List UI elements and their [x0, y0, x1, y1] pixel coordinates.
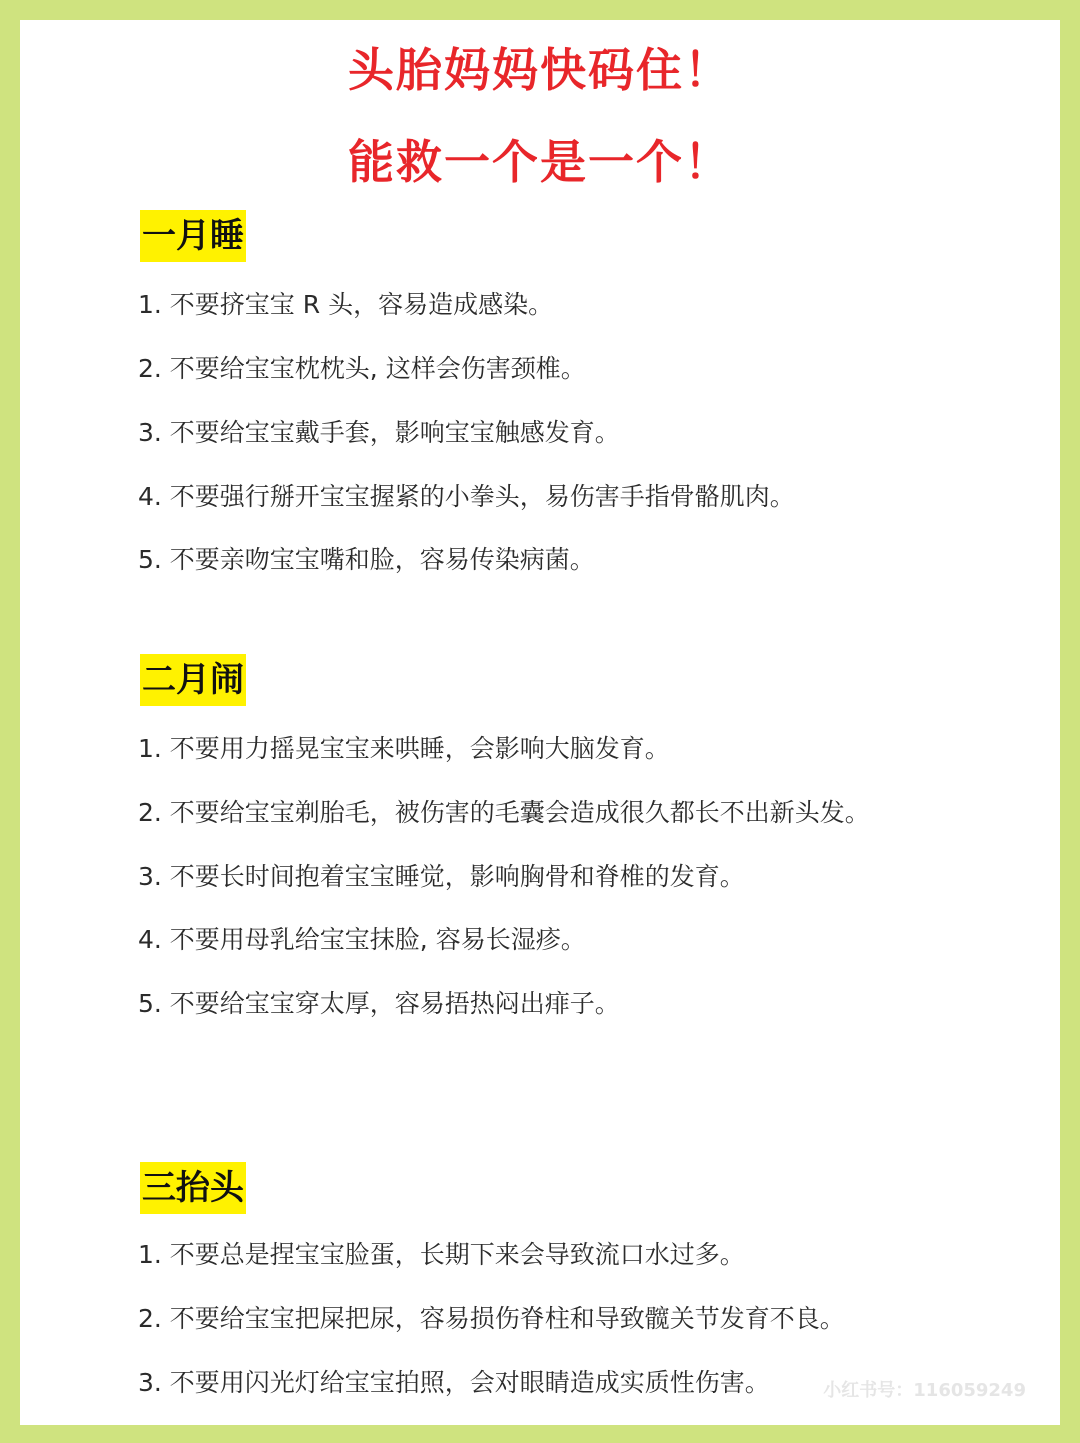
list-item: 5. 不要亲吻宝宝嘴和脸，容易传染病菌。 — [138, 545, 595, 574]
list-item: 2. 不要给宝宝剃胎毛，被伤害的毛囊会造成很久都长不出新头发。 — [138, 798, 870, 827]
list-item: 2. 不要给宝宝枕枕头, 这样会伤害颈椎。 — [138, 354, 586, 383]
content-card — [20, 20, 1060, 1425]
list-item: 4. 不要强行掰开宝宝握紧的小拳头，易伤害手指骨骼肌肉。 — [138, 482, 795, 511]
list-item: 1. 不要挤宝宝 R 头，容易造成感染。 — [138, 290, 554, 319]
list-item: 2. 不要给宝宝把屎把尿，容易损伤脊柱和导致髋关节发育不良。 — [138, 1304, 845, 1333]
section-heading-month-1: 一月睡 — [140, 210, 246, 262]
list-item: 1. 不要用力摇晃宝宝来哄睡，会影响大脑发育。 — [138, 734, 670, 763]
page-title-line-1: 头胎妈妈快码住！ — [348, 43, 732, 97]
list-item: 5. 不要给宝宝穿太厚，容易捂热闷出痱子。 — [138, 989, 620, 1018]
section-heading-month-2: 二月闹 — [140, 654, 246, 706]
section-heading-month-3: 三抬头 — [140, 1162, 246, 1214]
list-item: 3. 不要用闪光灯给宝宝拍照，会对眼睛造成实质性伤害。 — [138, 1368, 770, 1397]
list-item: 3. 不要给宝宝戴手套，影响宝宝触感发育。 — [138, 418, 620, 447]
list-item: 1. 不要总是捏宝宝脸蛋，长期下来会导致流口水过多。 — [138, 1240, 745, 1269]
page-title-line-2: 能救一个是一个！ — [348, 135, 732, 189]
watermark-text: 小红书号：116059249 — [823, 1380, 1026, 1401]
list-item: 3. 不要长时间抱着宝宝睡觉，影响胸骨和脊椎的发育。 — [138, 862, 745, 891]
list-item: 4. 不要用母乳给宝宝抹脸, 容易长湿疹。 — [138, 925, 586, 954]
